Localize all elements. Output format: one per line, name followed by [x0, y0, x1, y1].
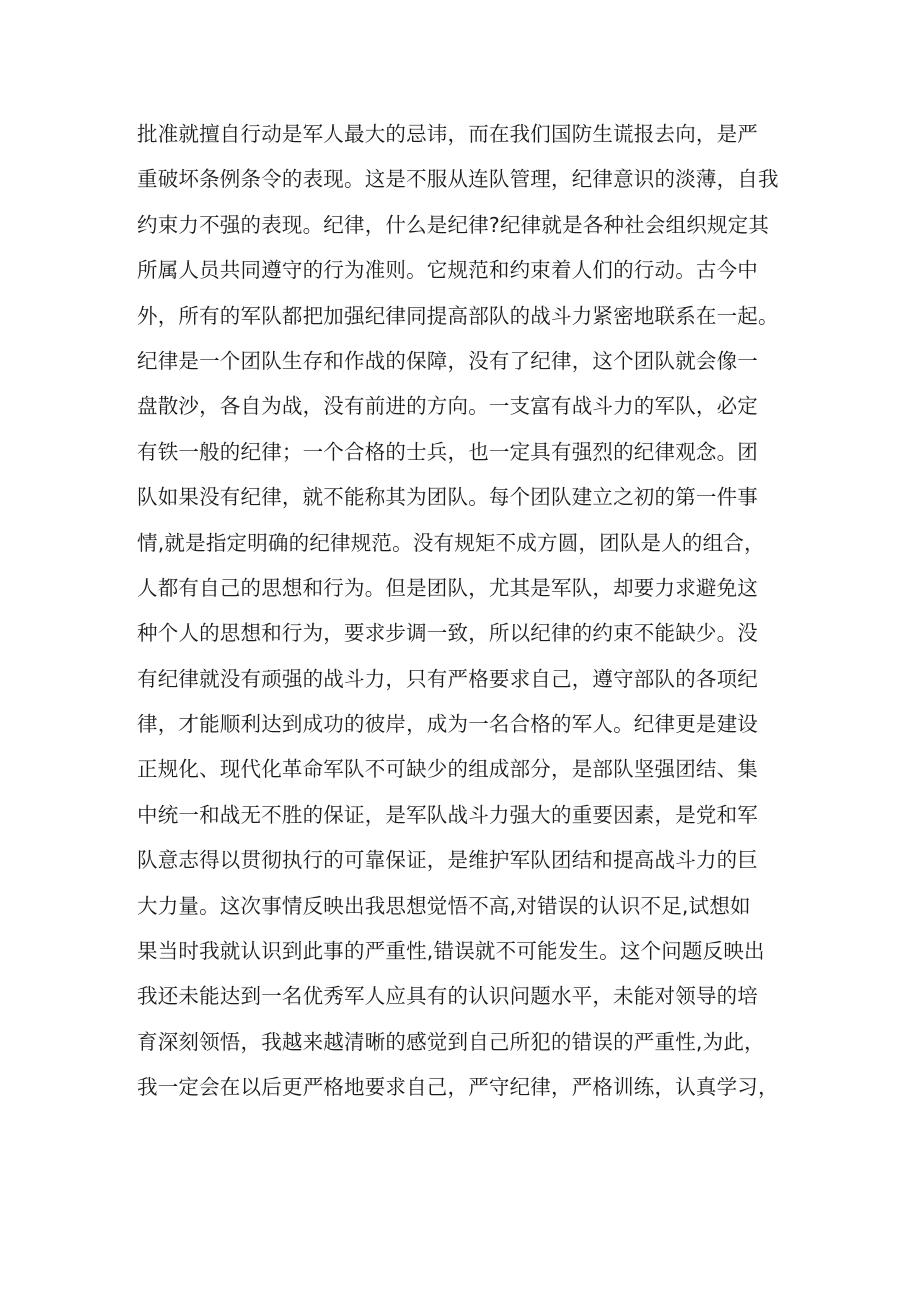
text-line: 果当时我就认识到此事的严重性,错误就不可能发生。这个问题反映出	[137, 939, 765, 964]
text-line: 大力量。这次事情反映出我思想觉悟不高,对错误的认识不足,试想如	[137, 893, 751, 918]
body-text	[137, 112, 837, 1111]
text-line: 外，所有的军队都把加强纪律同提高部队的战斗力紧密地联系在一起。	[137, 303, 779, 328]
text-line: 所属人员共同遵守的行为准则。它规范和约束着人们的行动。古今中	[137, 258, 758, 283]
text-line: 律，才能顺利达到成功的彼岸，成为一名合格的军人。纪律更是建设	[137, 712, 758, 737]
text-line: 队意志得以贯彻执行的可靠保证，是维护军队团结和提高战斗力的巨	[137, 848, 758, 873]
text-line: 重破坏条例条令的表现。这是不服从连队管理，纪律意识的淡薄，自我	[137, 167, 779, 192]
text-line: 我还未能达到一名优秀军人应具有的认识问题水平，未能对领导的培	[137, 984, 758, 1009]
text-line: 中统一和战无不胜的保证，是军队战斗力强大的重要因素，是党和军	[137, 802, 758, 827]
text-line: 约束力不强的表现。纪律，什么是纪律?纪律就是各种社会组织规定其	[137, 212, 770, 237]
text-line: 有铁一般的纪律；一个合格的士兵，也一定具有强烈的纪律观念。团	[137, 439, 758, 464]
text-line: 育深刻领悟，我越来越清晰的感觉到自己所犯的错误的严重性,为此，	[137, 1029, 765, 1054]
text-line: 情,就是指定明确的纪律规范。没有规矩不成方圆，团队是人的组合，	[137, 530, 765, 555]
text-line: 有纪律就没有顽强的战斗力，只有严格要求自己，遵守部队的各项纪	[137, 666, 758, 691]
text-line: 我一定会在以后更严格地要求自己，严守纪律，严格训练，认真学习，	[137, 1075, 779, 1100]
text-line: 批准就擅自行动是军人最大的忌讳，而在我们国防生谎报去向，是严	[137, 122, 758, 146]
text-line: 种个人的思想和行为，要求步调一致，所以纪律的约束不能缺少。没	[137, 621, 758, 646]
text-line: 纪律是一个团队生存和作战的保障，没有了纪律，这个团队就会像一	[137, 348, 758, 373]
text-line: 队如果没有纪律，就不能称其为团队。每个团队建立之初的第一件事	[137, 485, 758, 510]
text-line: 正规化、现代化革命军队不可缺少的组成部分，是部队坚强团结、集	[137, 757, 758, 782]
text-line: 盘散沙，各自为战，没有前进的方向。一支富有战斗力的军队，必定	[137, 394, 758, 419]
text-line: 人都有自己的思想和行为。但是团队，尤其是军队，却要力求避免这	[137, 575, 758, 600]
